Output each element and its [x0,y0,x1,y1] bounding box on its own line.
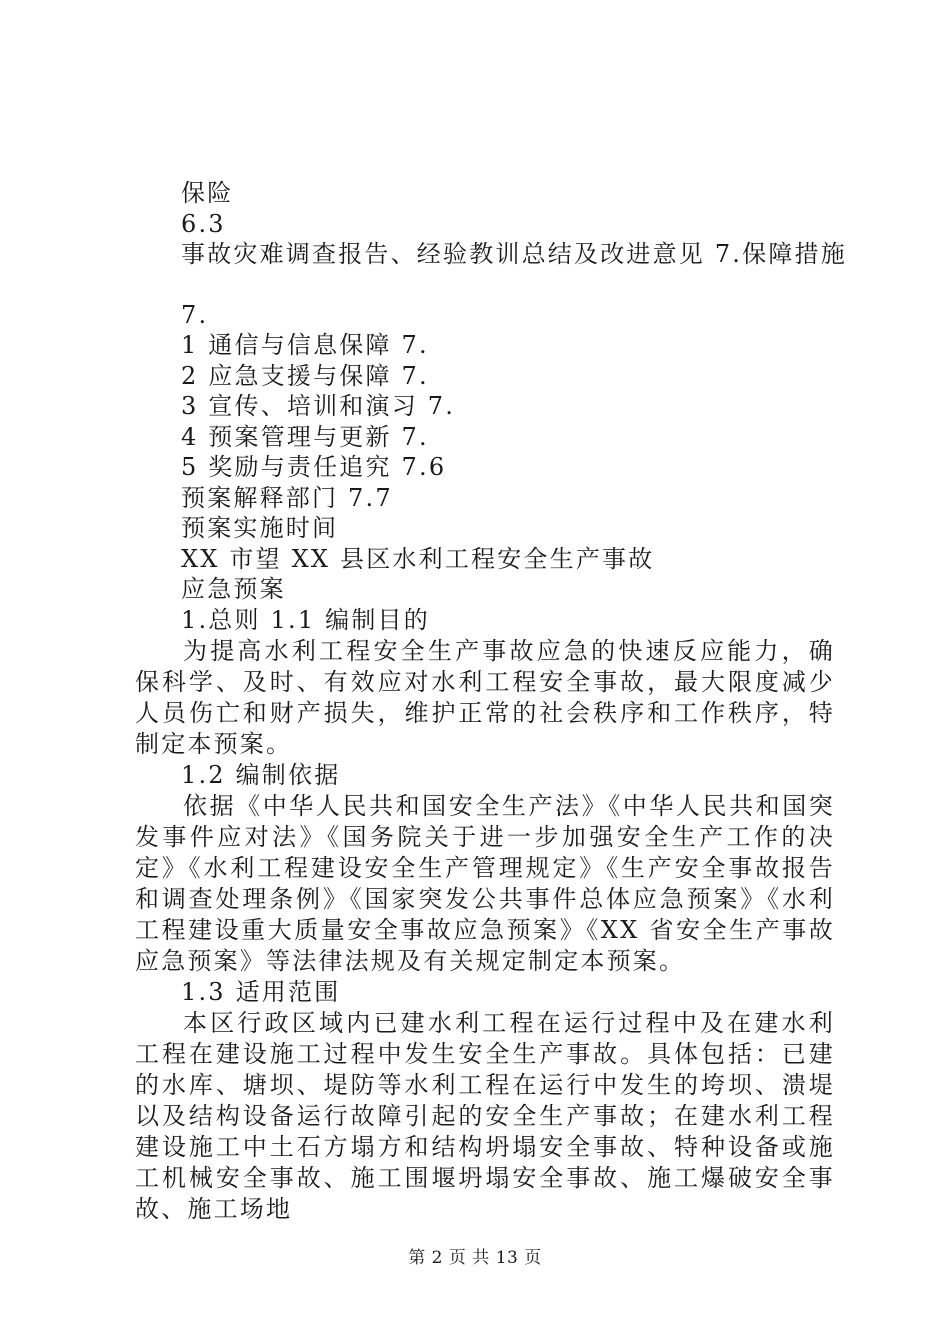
document-title-line-2: 应急预案 [181,575,286,603]
toc-line: 事故灾难调查报告、经验教训总结及改进意见 7.保障措施 [181,240,847,268]
toc-line: 保险 [181,179,234,207]
section-heading: 1.2 编制依据 [181,760,341,789]
toc-line: 4 预案管理与更新 7. [181,422,429,451]
page-footer: 第 2 页 共 13 页 [408,1248,542,1268]
page-content [135,178,847,1225]
section-heading: 1.3 适用范围 [181,977,341,1006]
toc-line: 预案解释部门 7.7 [181,483,393,512]
document-title-line-1: XX 市望 XX 县区水利工程安全生产事故 [181,544,655,573]
toc-line: 2 应急支援与保障 7. [181,361,429,390]
section-heading: 1.总则 1.1 编制目的 [181,605,430,634]
spacer [135,270,835,300]
section-body: 本区行政区域内已建水利工程在运行过程中及在建水利工程在建设施工过程中发生安全生产事故。具体包括：已建的水库、塘坝、堤防等水利工程在运行中发生的垮坝、溃堤以及结构设备运行故障引起的安全生产事故；在建水利工程建设施工中土石方塌方和结构坍塌安全事故、特种设备或施工机械安全事故、施工围堰坍塌安全事故、施工爆破安全事故、施工场地 [135,1008,835,1223]
toc-line: 预案实施时间 [181,514,339,542]
section-body: 依据《中华人民共和国安全生产法》《中华人民共和国突发事件应对法》《国务院关于进一步加强安全生产工作的决定》《水利工程建设安全生产管理规定》《生产安全事故报告和调查处理条例》《国家突发公共事件总体应急预案》《水利工程建设重大质量安全事故应急预案》《XX 省安全生产事故应急预案》等法律法规及有关规定制定本预案。 [135,791,835,975]
toc-line: 6.3 [181,209,226,238]
section-body: 为提高水利工程安全生产事故应急的快速反应能力，确保科学、及时、有效应对水利工程安全事故，最大限度减少人员伤亡和财产损失，维护正常的社会秩序和工作秩序，特制定本预案。 [135,636,835,758]
toc-line: 7. [181,300,209,329]
toc-line: 3 宣传、培训和演习 7. [181,392,456,420]
toc-line: 1 通信与信息保障 7. [181,331,429,359]
toc-line: 5 奖励与责任追究 7.6 [181,453,447,481]
